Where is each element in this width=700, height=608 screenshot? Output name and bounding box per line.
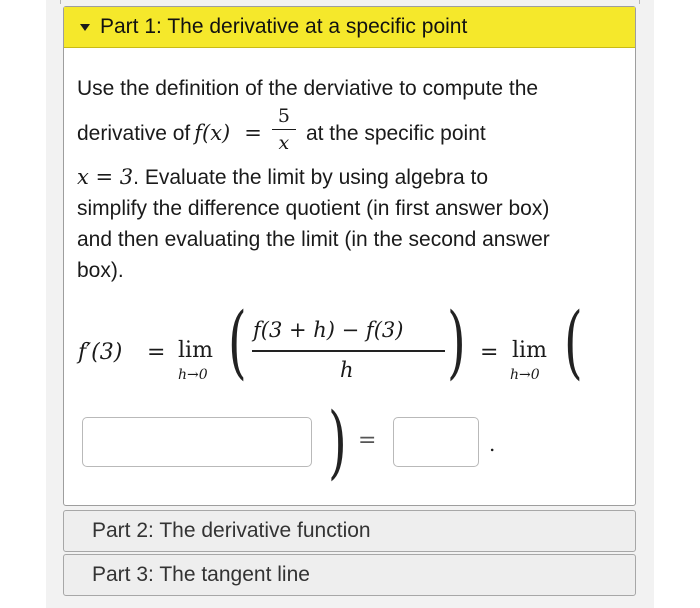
right-paren-large: ) bbox=[447, 295, 466, 388]
formula-equals-2: = bbox=[480, 340, 499, 365]
limit-subscript-1: h→0 bbox=[178, 367, 208, 383]
difference-quotient-denominator: h bbox=[340, 358, 354, 382]
problem-line-2 bbox=[77, 104, 627, 162]
difference-quotient-bar bbox=[252, 350, 445, 352]
f-prime-of-3: f′(3) bbox=[78, 340, 123, 365]
right-paren-large-3: ) bbox=[328, 395, 347, 488]
formula-equals-3: = bbox=[358, 428, 377, 453]
problem-text-derivative-of: derivative of bbox=[77, 121, 191, 145]
answer-box-limit[interactable] bbox=[393, 417, 479, 467]
problem-line-1: Use the definition of the derviative to compute the bbox=[77, 77, 539, 100]
formula-equals-1: = bbox=[147, 340, 166, 365]
problem-text-evaluate: . Evaluate the limit by using algebra to bbox=[133, 166, 489, 189]
previous-section-edge bbox=[60, 0, 640, 4]
problem-text-specific-point: at the specific point bbox=[305, 121, 486, 145]
part1-header[interactable] bbox=[64, 7, 635, 48]
equals-sign: = bbox=[244, 120, 262, 145]
final-period: . bbox=[489, 432, 496, 456]
problem-text bbox=[77, 73, 627, 286]
left-paren-large-2: ( bbox=[564, 295, 583, 388]
x-equals-3: x = 3 bbox=[77, 165, 134, 189]
problem-line-5: and then evaluating the limit (in the second answer bbox=[77, 228, 550, 251]
part3-collapsed-section[interactable] bbox=[63, 554, 636, 596]
part2-title: Part 2: The derivative function bbox=[92, 519, 371, 542]
part1-title: Part 1: The derivative at a specific point bbox=[100, 15, 468, 38]
problem-line-3 bbox=[77, 162, 627, 193]
limit-subscript-2: h→0 bbox=[510, 367, 540, 383]
problem-line-6: box). bbox=[77, 259, 124, 282]
part3-title: Part 3: The tangent line bbox=[92, 563, 310, 586]
answer-box-difference-quotient[interactable] bbox=[82, 417, 312, 467]
part2-collapsed-section[interactable] bbox=[63, 510, 636, 552]
caret-down-icon[interactable] bbox=[80, 24, 90, 31]
limit-operator-2: lim bbox=[512, 338, 547, 363]
difference-quotient-numerator: f(3 + h) − f(3) bbox=[253, 318, 404, 342]
problem-line-4: simplify the difference quotient (in first answer box) bbox=[77, 197, 550, 220]
function-fx: f(x) bbox=[194, 120, 231, 145]
fraction-5-over-x bbox=[272, 103, 296, 156]
fraction-denominator: x bbox=[272, 129, 296, 156]
left-paren-large: ( bbox=[228, 295, 247, 388]
limit-operator-1: lim bbox=[178, 338, 213, 363]
fraction-numerator: 5 bbox=[277, 104, 290, 127]
